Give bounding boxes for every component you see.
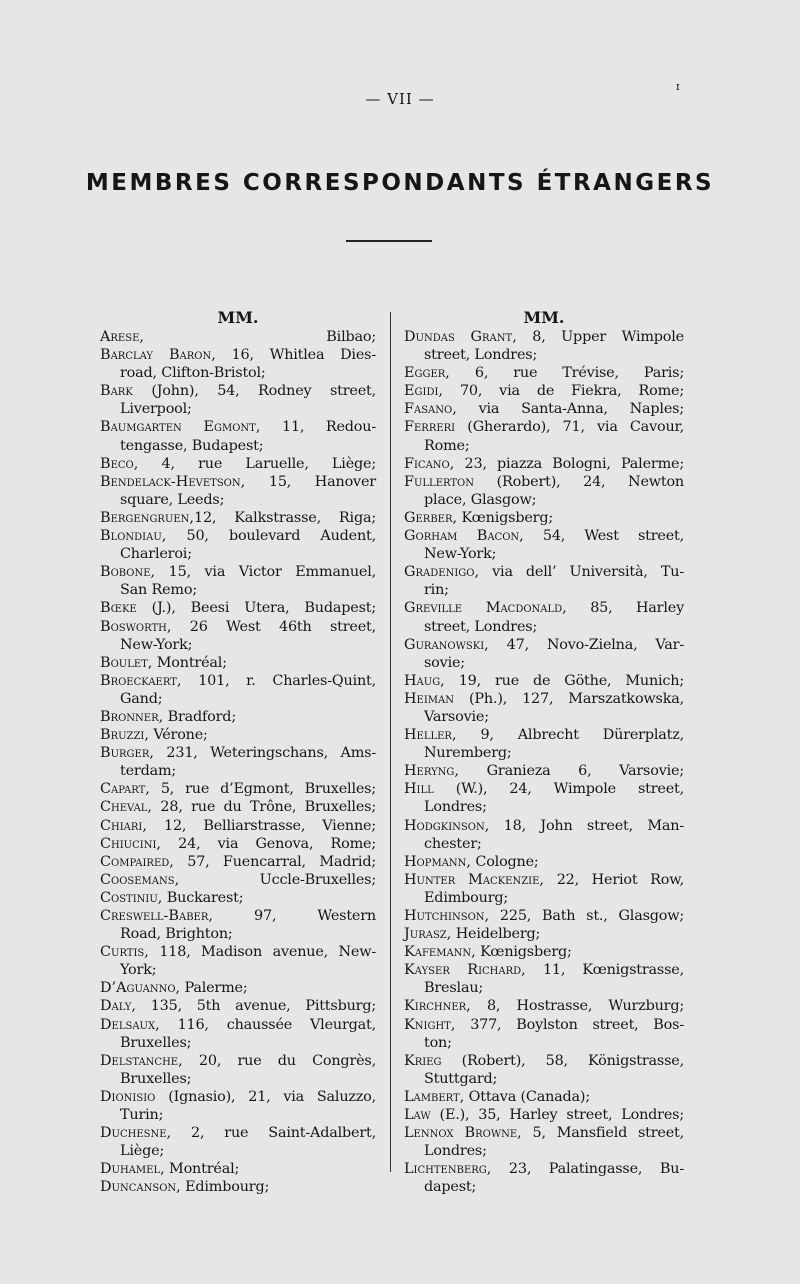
member-line	[404, 726, 684, 744]
member-address: 5, Mansfield street,	[521, 1125, 684, 1142]
member-line	[404, 943, 684, 961]
member-address: 70, via de Fiekra, Rome;	[443, 383, 684, 400]
member-line	[100, 943, 376, 961]
member-address: street, Londres;	[424, 347, 538, 364]
member-address: 12, Kalkstrasse, Riga;	[194, 509, 376, 526]
member-address: 23, piazza Bologni, Palerme;	[454, 455, 684, 472]
member-name: Delstanche,	[100, 1052, 183, 1069]
member-line	[100, 618, 376, 636]
member-line	[100, 1016, 376, 1034]
member-name: Duncanson,	[100, 1179, 181, 1196]
member-line	[404, 527, 684, 545]
member-line	[100, 1052, 376, 1070]
member-address: 50, boulevard Audent,	[166, 528, 376, 545]
member-line	[404, 1034, 684, 1052]
member-address: 2, rue Saint-Adalbert,	[171, 1125, 376, 1142]
member-line	[100, 979, 376, 997]
member-address: 377, Boylston street, Bos-	[455, 1016, 684, 1033]
member-name: Bergengruen,	[100, 509, 195, 526]
member-line	[404, 708, 684, 726]
member-name: Heryng,	[404, 763, 459, 780]
member-name: Jurasz,	[404, 926, 452, 943]
member-name: Dundas Grant,	[404, 329, 517, 345]
member-line	[404, 979, 684, 997]
member-line	[100, 654, 376, 672]
member-line	[100, 346, 376, 364]
member-name: Coosemans,	[100, 871, 180, 888]
member-name: Hunter Mackenzie,	[404, 871, 545, 888]
left-column-heading: MM.	[217, 308, 259, 327]
member-line	[100, 1178, 376, 1196]
member-line	[404, 907, 684, 925]
member-name: Ferreri	[404, 419, 456, 436]
member-name: Bronner,	[100, 708, 164, 725]
member-address: 135, 5th avenue, Pittsburg;	[135, 998, 376, 1015]
member-name: Knight,	[404, 1016, 456, 1033]
member-name: Dionisio	[100, 1088, 156, 1105]
member-name: Kafemann,	[404, 944, 476, 961]
member-name: Gorham Bacon,	[404, 528, 524, 545]
member-address: (E.), 35, Harley street, Londres;	[430, 1107, 684, 1124]
title-rule	[346, 240, 432, 242]
member-line	[404, 961, 684, 979]
member-name: Egger,	[404, 365, 450, 382]
member-line	[404, 491, 684, 509]
member-line	[100, 527, 376, 545]
member-address: (Ignasio), 21, via Saluzzo,	[155, 1088, 376, 1105]
member-line	[404, 672, 684, 690]
member-address: Bruxelles;	[120, 1070, 192, 1087]
member-address: 15, via Victor Emmanuel,	[155, 564, 376, 581]
member-address: Varsovie;	[424, 708, 489, 725]
member-address: Heidelberg;	[451, 926, 541, 943]
member-address: Uccle-Bruxelles;	[179, 871, 376, 888]
page-title: MEMBRES CORRESPONDANTS ÉTRANGERS	[85, 170, 715, 196]
member-name: Bark	[100, 383, 133, 400]
member-line	[100, 1142, 376, 1160]
member-address: Bruxelles;	[120, 1034, 192, 1051]
member-address: 97, Western	[212, 908, 376, 924]
member-name: Law	[404, 1107, 431, 1124]
member-line	[100, 925, 376, 943]
member-line	[404, 1088, 684, 1106]
member-line	[100, 364, 376, 382]
member-address: 118, Madison avenue, New-	[148, 944, 376, 961]
member-line	[404, 636, 684, 654]
member-line	[100, 328, 376, 346]
member-line	[404, 1106, 684, 1124]
member-name: Fasano,	[404, 401, 457, 418]
member-address: 22, Heriot Row,	[544, 871, 685, 888]
member-line	[404, 563, 684, 581]
member-address: street, Londres;	[424, 618, 538, 635]
member-line	[100, 907, 376, 925]
member-name: D’Aguanno,	[100, 980, 181, 997]
member-name: Hill	[404, 781, 434, 798]
member-name: Hodgkinson,	[404, 817, 490, 834]
member-address: 19, rue de Göthe, Munich;	[444, 672, 684, 689]
member-address: (John), 54, Rodney street,	[132, 383, 376, 400]
member-line	[404, 328, 684, 346]
member-address: Montréal;	[152, 654, 227, 671]
member-name: Capart,	[100, 781, 150, 798]
member-name: Chiari,	[100, 817, 147, 834]
member-name: Barclay Baron,	[100, 347, 216, 364]
member-address: 26 West 46th street,	[171, 618, 376, 635]
member-line	[100, 1106, 376, 1124]
member-name: Boulet,	[100, 654, 153, 671]
member-address: via dell’ Università, Tu-	[479, 564, 684, 581]
member-name: Cheval,	[100, 799, 153, 816]
member-address: (Gherardo), 71, via Cavour,	[455, 419, 684, 436]
right-column	[404, 308, 684, 1197]
corner-mark: ɪ	[676, 80, 680, 93]
member-address: 5, rue d’Egmont, Bruxelles;	[149, 781, 376, 798]
member-line	[100, 581, 376, 599]
member-line	[100, 400, 376, 418]
member-address: Kœnigsberg;	[475, 944, 572, 961]
member-address: New-York;	[424, 546, 497, 563]
member-name: Krieg	[404, 1052, 442, 1069]
member-line	[404, 997, 684, 1015]
member-line	[404, 545, 684, 563]
member-line	[100, 1034, 376, 1052]
member-address: Liège;	[120, 1143, 165, 1160]
left-column	[100, 308, 376, 1197]
member-address: tengasse, Budapest;	[120, 437, 264, 454]
member-line	[404, 437, 684, 455]
member-name: Duchesne,	[100, 1125, 172, 1142]
member-name: Delsaux,	[100, 1016, 160, 1033]
member-address: New-York;	[120, 636, 193, 653]
member-line	[100, 889, 376, 907]
member-name: Creswell-Baber,	[100, 908, 213, 924]
member-name: Fullerton	[404, 473, 474, 490]
member-address: Montréal;	[164, 1161, 240, 1178]
member-line	[404, 346, 684, 364]
member-name: Bruzzi,	[100, 727, 149, 744]
member-line	[100, 853, 376, 871]
member-name: Egidi,	[404, 383, 443, 400]
member-address: terdam;	[120, 763, 177, 780]
page-number: — VII —	[365, 90, 435, 108]
member-line	[404, 1178, 684, 1196]
member-name: Daly,	[100, 998, 136, 1015]
member-address: 4, rue Laruelle, Liège;	[138, 455, 376, 472]
member-line	[100, 563, 376, 581]
member-line	[100, 473, 376, 491]
member-line	[100, 672, 376, 690]
member-name: Haug,	[404, 672, 445, 689]
member-address: dapest;	[424, 1179, 477, 1196]
member-address: Rome;	[424, 437, 470, 454]
member-name: Guranowski,	[404, 636, 489, 653]
member-address: Turin;	[120, 1107, 164, 1124]
member-line	[404, 473, 684, 491]
member-line	[100, 545, 376, 563]
member-address: 231, Weteringschans, Ams-	[153, 745, 376, 762]
member-line	[404, 1160, 684, 1178]
member-name: Blondiau,	[100, 528, 167, 545]
member-line	[100, 835, 376, 853]
member-name: Baumgarten Egmont,	[100, 419, 261, 436]
right-member-list	[404, 328, 684, 1197]
member-address: Kœnigsberg;	[457, 509, 553, 526]
member-line	[100, 762, 376, 780]
member-line	[404, 1070, 684, 1088]
member-address: 24, via Genova, Rome;	[161, 835, 376, 852]
member-address: 116, chaussée Vleurgat,	[159, 1016, 376, 1033]
member-address: 47, Novo-Zielna, Var-	[488, 636, 684, 653]
member-line	[404, 618, 684, 636]
member-name: Hopmann,	[404, 853, 472, 870]
member-address: Liverpool;	[120, 401, 192, 418]
member-address: (Ph.), 127, Marszatkowska,	[454, 690, 684, 707]
member-line	[100, 1160, 376, 1178]
member-line	[100, 726, 376, 744]
member-address: Edimbourg;	[424, 889, 509, 906]
member-line	[404, 418, 684, 436]
member-name: Hutchinson,	[404, 908, 490, 924]
member-address: rin;	[424, 582, 449, 599]
member-line	[404, 654, 684, 672]
member-line	[404, 817, 684, 835]
member-name: Arese,	[100, 329, 144, 345]
member-address: road, Clifton-Bristol;	[120, 365, 266, 382]
member-name: Duhamel,	[100, 1161, 165, 1178]
member-line	[404, 364, 684, 382]
member-line	[100, 708, 376, 726]
member-address: 57, Fuencarral, Madrid;	[173, 853, 376, 870]
member-address: Charleroi;	[120, 546, 192, 563]
member-name: Kirchner,	[404, 998, 471, 1015]
member-line	[404, 509, 684, 527]
member-name: Beco,	[100, 455, 139, 472]
member-line	[404, 382, 684, 400]
member-address: via Santa-Anna, Naples;	[456, 401, 684, 418]
member-address: 6, rue Trévise, Paris;	[449, 365, 684, 382]
member-name: Lennox Browne,	[404, 1125, 522, 1142]
member-line	[100, 1088, 376, 1106]
member-name: Gerber,	[404, 509, 458, 526]
member-address: Granieza 6, Varsovie;	[459, 763, 684, 780]
member-name: Heller,	[404, 727, 457, 744]
member-address: Bradford;	[163, 708, 236, 725]
member-address: 28, rue du Trône, Bruxelles;	[152, 799, 376, 816]
member-line	[100, 690, 376, 708]
member-address: Cologne;	[471, 853, 539, 870]
member-line	[100, 418, 376, 436]
member-name: Greville Macdonald,	[404, 600, 567, 617]
member-address: Buckarest;	[162, 889, 244, 906]
member-line	[404, 853, 684, 871]
member-address: 12, Belliarstrasse, Vienne;	[146, 817, 376, 834]
member-name: Gradenigo,	[404, 564, 480, 581]
member-address: place, Glasgow;	[424, 491, 537, 508]
member-address: 18, John street, Man-	[489, 817, 684, 834]
member-name: Lichtenberg,	[404, 1161, 492, 1178]
member-line	[100, 817, 376, 835]
member-line	[100, 871, 376, 889]
member-address: 11, Kœnigstrasse,	[525, 962, 684, 979]
left-member-list	[100, 328, 376, 1197]
member-address: 101, r. Charles-Quint,	[181, 672, 376, 689]
member-line	[404, 599, 684, 617]
member-name: Bendelack-Hevetson,	[100, 473, 246, 490]
member-line	[404, 581, 684, 599]
member-name: Ficano,	[404, 455, 455, 472]
member-line	[404, 744, 684, 762]
member-name: Kayser Richard,	[404, 962, 526, 979]
member-address: Road, Brighton;	[120, 926, 233, 943]
member-address: 85, Harley	[566, 600, 685, 617]
member-address: 15, Hanover	[245, 473, 376, 490]
member-address: (J.), Beesi Utera, Budapest;	[136, 600, 376, 617]
member-address: Londres;	[424, 799, 487, 816]
member-line	[404, 1124, 684, 1142]
member-line	[404, 889, 684, 907]
member-address: (Robert), 24, Newton	[473, 473, 684, 490]
member-address: Stuttgard;	[424, 1070, 498, 1087]
member-address: square, Leeds;	[120, 491, 225, 508]
member-line	[100, 509, 376, 527]
member-address: San Remo;	[120, 582, 197, 599]
member-address: Ottava (Canada);	[464, 1088, 590, 1105]
member-address: 20, rue du Congrès,	[182, 1052, 376, 1069]
member-address: sovie;	[424, 654, 465, 671]
member-address: Breslau;	[424, 980, 484, 997]
member-line	[404, 762, 684, 780]
member-line	[100, 961, 376, 979]
member-address: 8, Hostrasse, Wurzburg;	[470, 998, 684, 1015]
member-line	[404, 780, 684, 798]
column-divider	[390, 312, 391, 1172]
member-address: chester;	[424, 835, 482, 852]
member-address: 23, Palatingasse, Bu-	[491, 1161, 684, 1178]
member-line	[100, 744, 376, 762]
member-address: Nuremberg;	[424, 745, 512, 762]
member-name: Bobone,	[100, 564, 156, 581]
member-line	[100, 636, 376, 654]
member-line	[100, 997, 376, 1015]
member-line	[100, 437, 376, 455]
member-address: 9, Albrecht Dürerplatz,	[456, 727, 684, 744]
member-line	[100, 780, 376, 798]
member-address: 11, Redou-	[260, 419, 376, 436]
member-address: Londres;	[424, 1143, 487, 1160]
member-name: Heiman	[404, 690, 455, 707]
member-line	[100, 1124, 376, 1142]
member-name: Bœke	[100, 600, 137, 617]
member-name: Broeckaert,	[100, 672, 182, 689]
member-line	[404, 835, 684, 853]
member-line	[100, 1070, 376, 1088]
member-address: ton;	[424, 1034, 452, 1051]
member-line	[100, 455, 376, 473]
member-address: Gand;	[120, 690, 163, 707]
member-address: (W.), 24, Wimpole street,	[433, 781, 684, 798]
member-name: Lambert,	[404, 1088, 465, 1105]
member-name: Curtis,	[100, 944, 149, 961]
member-line	[404, 1142, 684, 1160]
member-line	[404, 871, 684, 889]
member-address: Bilbao;	[143, 329, 376, 345]
right-column-heading: MM.	[523, 308, 565, 327]
member-name: Bosworth,	[100, 618, 172, 635]
member-address: Edimbourg;	[180, 1179, 270, 1196]
member-address: Palerme;	[180, 980, 248, 997]
member-line	[404, 925, 684, 943]
member-line	[404, 1052, 684, 1070]
member-line	[100, 382, 376, 400]
member-line	[404, 1016, 684, 1034]
member-address: (Robert), 58, Königstrasse,	[441, 1052, 684, 1069]
member-line	[404, 455, 684, 473]
member-line	[100, 599, 376, 617]
member-address: 8, Upper Wimpole	[516, 329, 684, 345]
member-address: 54, West street,	[523, 528, 685, 545]
member-line	[100, 798, 376, 816]
member-address: York;	[120, 962, 157, 979]
member-line	[100, 491, 376, 509]
member-name: Compaired,	[100, 853, 174, 870]
member-address: 225, Bath st., Glasgow;	[489, 908, 684, 924]
member-name: Costiniu,	[100, 889, 163, 906]
member-name: Chiucini,	[100, 835, 161, 852]
member-line	[404, 798, 684, 816]
member-address: 16, Whitlea Dies-	[215, 347, 376, 364]
member-address: Vérone;	[148, 727, 208, 744]
member-line	[404, 400, 684, 418]
member-line	[404, 690, 684, 708]
member-name: Burger,	[100, 745, 154, 762]
